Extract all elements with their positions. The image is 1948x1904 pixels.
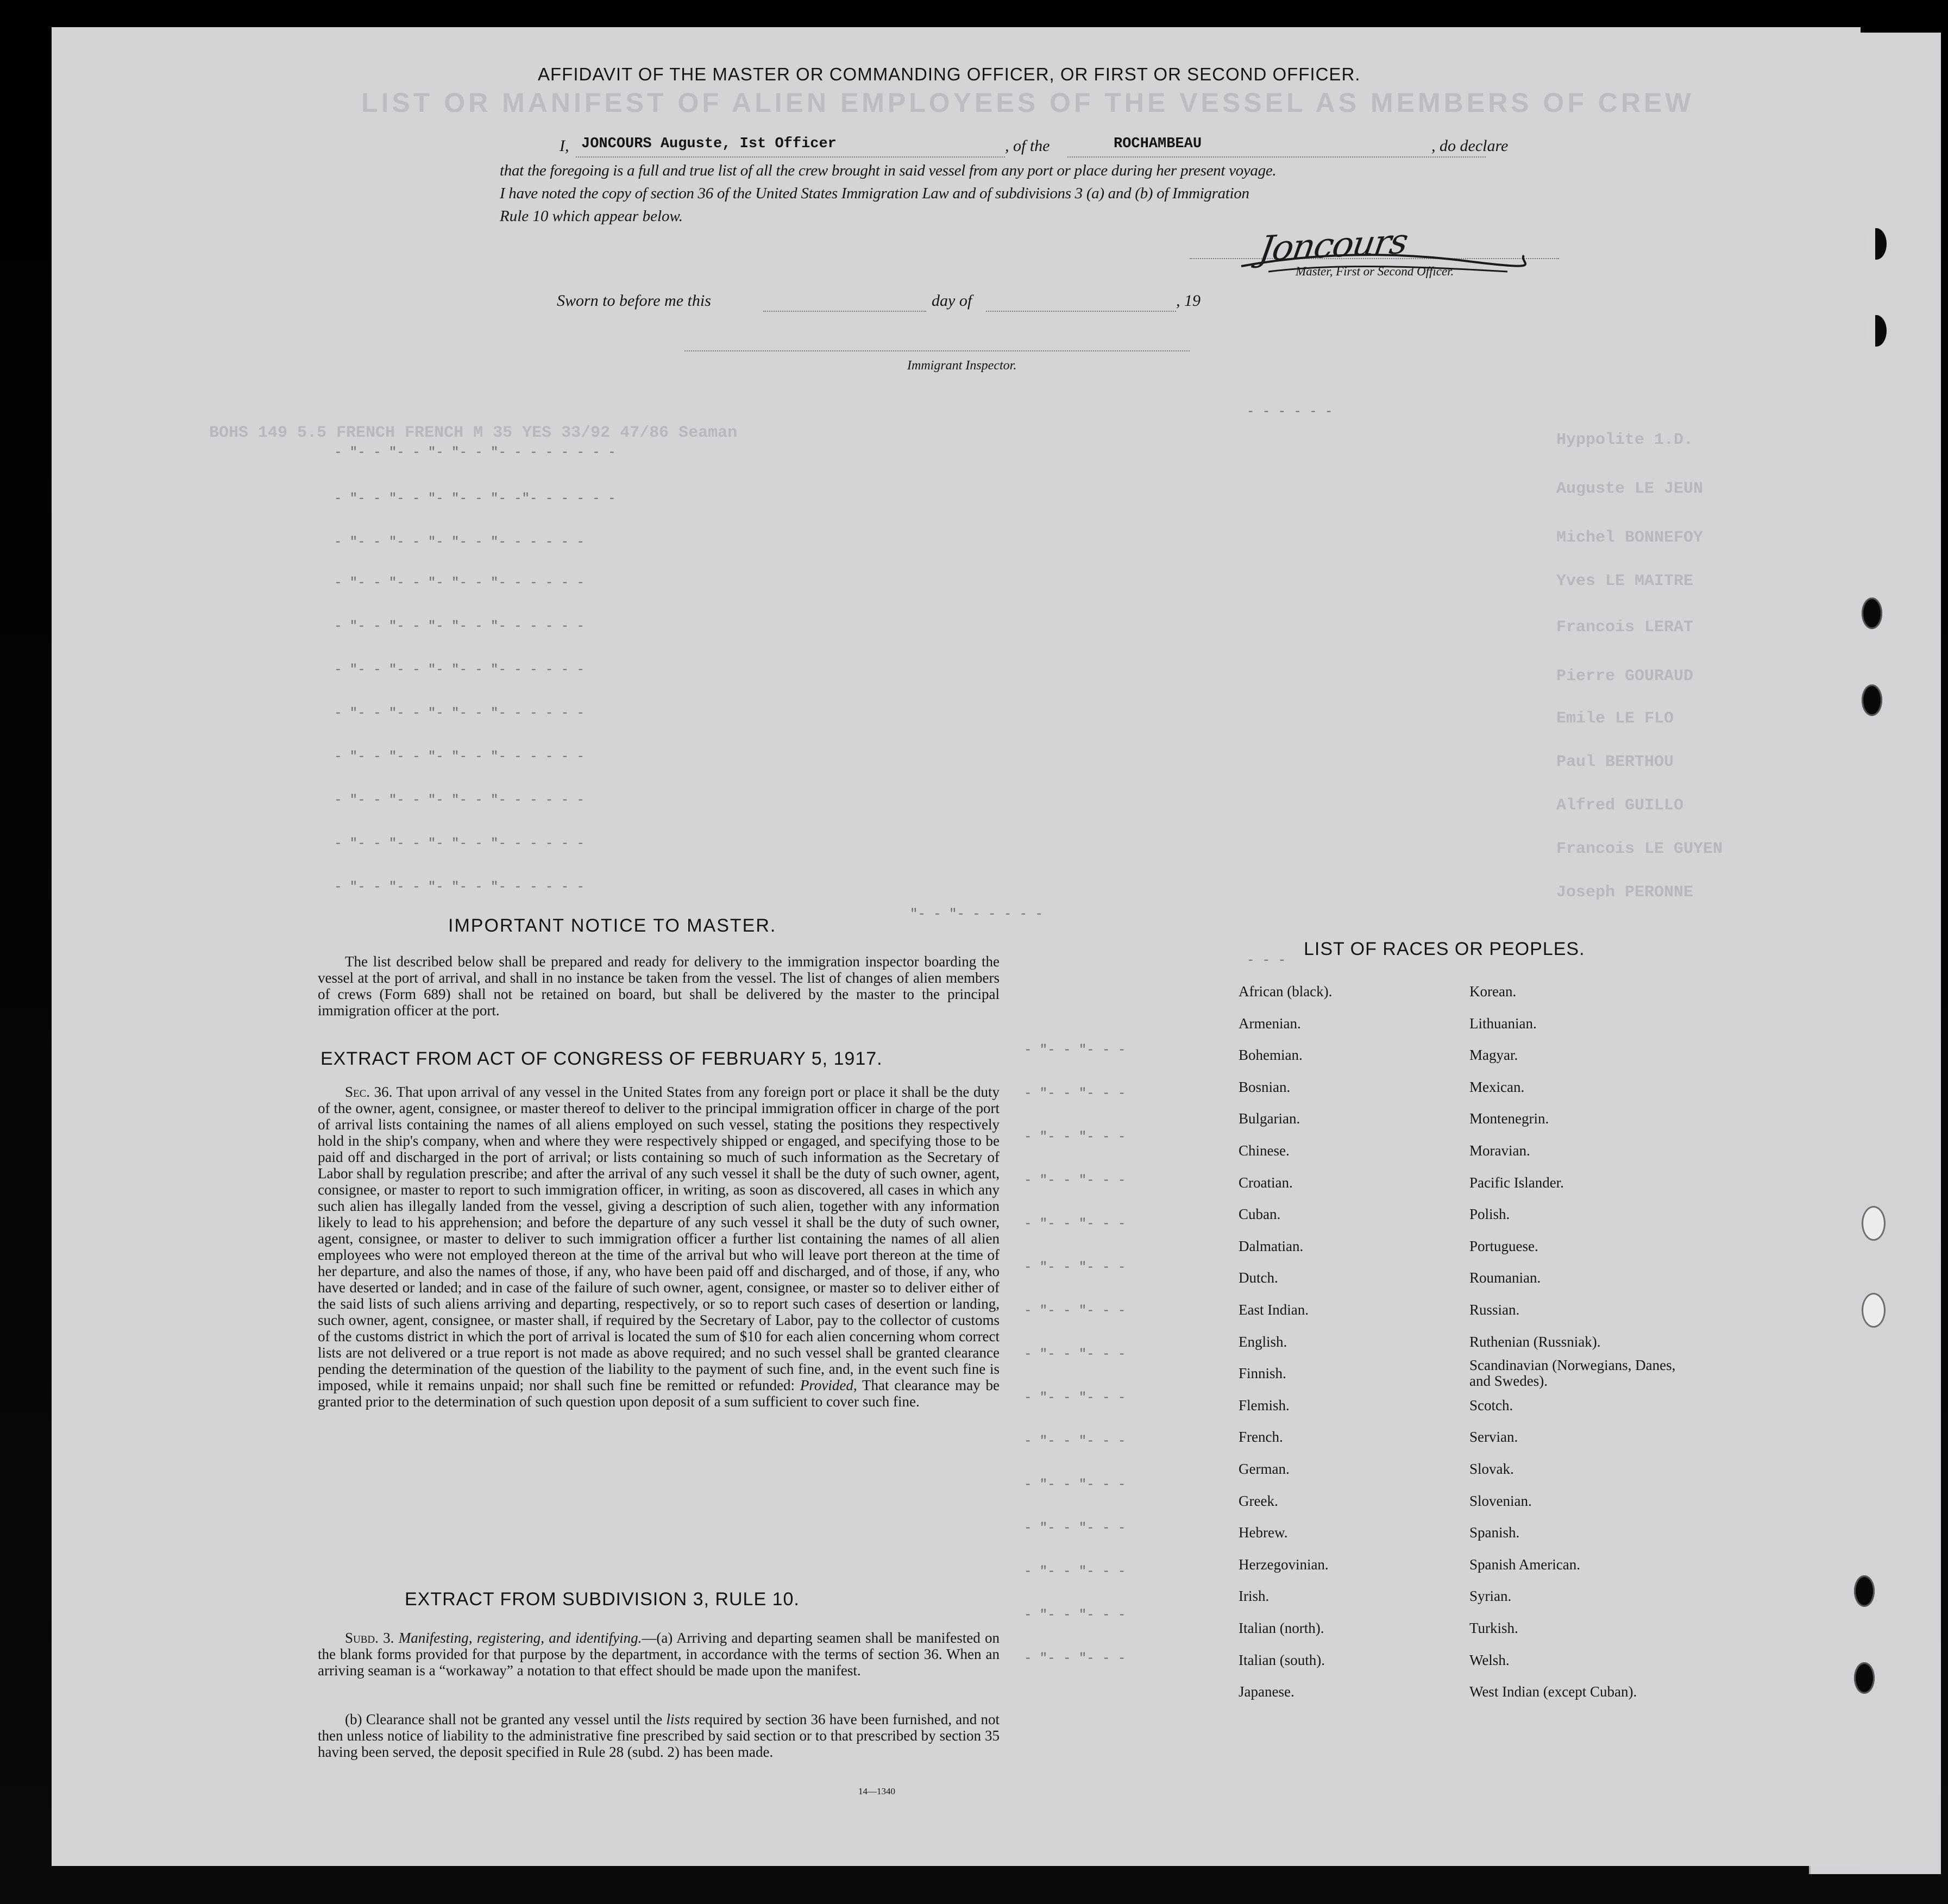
ditto-mark: - - - - - - [1247,405,1333,419]
race-item: Turkish. [1469,1620,1518,1636]
race-item: Japanese. [1239,1683,1295,1700]
race-item: Irish. [1239,1588,1270,1605]
affidavit-do-declare: , do declare [1431,137,1509,155]
form-number: 14—1340 [858,1786,895,1796]
sworn-date-line [763,311,926,312]
inspector-caption: Immigrant Inspector. [907,359,1017,373]
binder-hole [1862,1293,1886,1328]
manifest-page [52,27,1861,1866]
race-item: Slovenian. [1469,1492,1532,1509]
officer-signature: Joncours [1256,222,1410,269]
race-item: Polish. [1469,1206,1510,1223]
race-item: Finnish. [1239,1365,1286,1382]
ditto-mark: - "- - "- - - [1024,1478,1126,1492]
race-item: Roumanian. [1469,1270,1541,1286]
affidavit-line-3: I have noted the copy of section 36 of the United States Immigration Law and of subdivisions 3 (a) and (b) of Immigration [500,185,1249,202]
bleed-through-heading: LIST OR MANIFEST OF ALIEN EMPLOYEES OF THE VESSEL AS MEMBERS OF CREW [361,87,1694,118]
ditto-mark: - "- - "- - "- "- - "- - - - - - [334,750,585,764]
bleed-through-row: Paul BERTHOU [1556,753,1674,771]
ditto-mark: - "- - "- - - [1024,1043,1126,1058]
binder-hole [1862,684,1882,716]
affidavit-title: AFFIDAVIT OF THE MASTER OR COMMANDING OFFICER, OR FIRST OR SECOND OFFICER. [538,64,1361,84]
rule-para-b-lists: lists [666,1711,690,1727]
race-item: Italian (north). [1239,1620,1324,1636]
race-item: Greek. [1239,1492,1278,1509]
bleed-through-row: Hyppolite 1.D. [1556,431,1694,449]
race-item: West Indian (except Cuban). [1469,1683,1637,1700]
ditto-mark: - "- - "- - - [1024,1608,1126,1623]
race-item: Moravian. [1469,1142,1530,1159]
bleed-through-row: Joseph PERONNE [1556,883,1694,902]
ditto-mark: - "- - "- - - [1024,1347,1126,1362]
race-item: Korean. [1469,983,1517,1000]
bleed-through-row: Emile LE FLO [1556,709,1674,728]
race-item: Dalmatian. [1239,1237,1304,1254]
ditto-mark: - "- - "- - - [1024,1260,1126,1275]
race-item: Hebrew. [1239,1524,1288,1541]
act-heading: EXTRACT FROM ACT OF CONGRESS OF FEBRUARY 5, 1917. [321,1048,883,1069]
race-item: Montenegrin. [1469,1110,1549,1127]
race-item: Bosnian. [1239,1078,1291,1095]
ditto-mark: - "- - "- - - [1024,1130,1126,1145]
rule-para-b-rest: required by section 36 have been furnished, and not then unless notice of liability to the administrative fine prescribed by said section or to that prescribed by section 35 having been served, the deposit specified in Rule 28 (subd. 2) has been made. [318,1711,1000,1760]
ditto-mark: - - - [1247,953,1286,968]
bleed-through-row: Pierre GOURAUD [1556,667,1694,686]
affidavit-i-prefix: I, [560,137,569,155]
race-item: Italian (south). [1239,1651,1325,1668]
binder-hole [1854,1662,1875,1694]
race-item: Spanish American. [1469,1556,1580,1573]
race-item: Slovak. [1469,1461,1514,1477]
inspector-signature-line [684,350,1190,351]
rule-para-a [318,1630,1000,1679]
rule-subd-label: Subd. 3. [345,1630,394,1646]
ditto-mark: "- - "- - - - - - [910,907,1043,922]
race-item: French. [1239,1429,1283,1446]
race-item: Bohemian. [1239,1047,1303,1064]
rule-para-b-prefix: (b) Clearance shall not be granted any vessel until the [345,1711,663,1727]
bleed-through-row: Michel BONNEFOY [1556,529,1704,547]
races-heading: LIST OF RACES OR PEOPLES. [1304,939,1585,959]
race-item: Magyar. [1469,1047,1518,1064]
binder-hole [1866,228,1887,260]
officer-name-line [576,156,1005,158]
binder-hole [1862,598,1882,629]
race-item: Chinese. [1239,1142,1290,1159]
race-item: Flemish. [1239,1397,1290,1413]
notice-text: The list described below shall be prepared and ready for delivery to the immigration inspector boarding the vessel at the port of arrival, and shall in no instance be taken from the vessel. The list of changes of alien members of crews (Form 689) shall not be retained on board, but shall be delivered by the master to the principal immigration officer at the port. [318,953,1000,1019]
ditto-mark: - "- - "- - - [1024,1434,1126,1449]
ditto-mark: - "- - "- - "- "- - "- - - - - - [334,880,585,895]
race-item: Bulgarian. [1239,1110,1300,1127]
binder-hole [1862,1206,1886,1241]
vessel-name-line [1067,156,1486,158]
race-item: Spanish. [1469,1524,1520,1541]
rule-para-a-text: —(a) Arriving and departing seamen shall be manifested on the blank forms provided for that purpose by the department, in accordance with the terms of section 36. When an arriving seaman is a “workaway” a notation to that effect should be made upon the manifest. [318,1630,1000,1679]
race-item: Dutch. [1239,1270,1278,1286]
race-item: Pacific Islander. [1469,1174,1564,1191]
sworn-month-line [986,311,1176,312]
binder-hole [1854,1575,1875,1607]
vessel-name: ROCHAMBEAU [1114,136,1202,152]
race-item: Russian. [1469,1302,1520,1318]
rule-para-b [318,1711,1000,1760]
race-item: Ruthenian (Russniak). [1469,1333,1601,1350]
rule-heading: EXTRACT FROM SUBDIVISION 3, RULE 10. [405,1589,800,1610]
sworn-day: day of [932,292,972,310]
ditto-mark: - "- - "- - - [1024,1173,1126,1188]
race-item: African (black). [1239,983,1333,1000]
bleed-through-row: Francois LE GUYEN [1556,840,1723,858]
affidavit-of-the: , of the [1005,137,1050,155]
ditto-mark: - "- - "- - "- "- - "- - - - - - - - [334,445,616,460]
race-item: Scotch. [1469,1397,1513,1413]
ditto-mark: - "- - "- - - [1024,1304,1126,1318]
race-item: Herzegovinian. [1239,1556,1329,1573]
race-item: Portuguese. [1469,1237,1538,1254]
race-item: East Indian. [1239,1302,1309,1318]
ditto-mark: - "- - "- - "- "- - "- - - - - - [334,619,585,634]
ditto-mark: - "- - "- - - [1024,1564,1126,1579]
ditto-mark: - "- - "- - - [1024,1521,1126,1536]
ditto-mark: - "- - "- - - [1024,1217,1126,1231]
rule-subd-title: Manifesting, registering, and identifying. [398,1630,642,1646]
ditto-mark: - "- - "- - - [1024,1391,1126,1405]
bleed-through-row: BOHS 149 5.5 FRENCH FRENCH M 35 YES 33/92 47/86 Seaman [209,424,738,442]
ditto-mark: - "- - "- - "- "- - "- - - - - - [334,663,585,677]
race-item: Croatian. [1239,1174,1293,1191]
bleed-through-row: Francois LERAT [1556,618,1694,637]
ditto-mark: - "- - "- - - [1024,1086,1126,1101]
race-item: English. [1239,1333,1287,1350]
race-item: Scandinavian (Norwegians, Danes, and Swedes). [1469,1357,1676,1390]
act-section-36 [318,1084,1000,1410]
sworn-year: , 19 [1176,292,1201,310]
signature-caption: Master, First or Second Officer. [1296,265,1454,278]
race-item: Syrian. [1469,1588,1512,1605]
bleed-through-row: Yves LE MAITRE [1556,572,1694,590]
ditto-mark: - "- - "- - "- "- - "- - - - - - [334,793,585,808]
act-text: That upon arrival of any vessel in the United States from any foreign port or place it shall be the duty of the owner, agent, consignee, or master thereof to deliver to the principal immigration officer in charge of the port of arrival lists containing the names of all aliens employed on such vessel, stating the positions they respectively hold in the ship's company, when and where they were respectively shipped or engaged, and specifying those to be paid off and discharged in the port of arrival; or lists containing so much of such information as the Secretary of Labor shall by regulation prescribe; and after the arrival of any such vessel it shall be the duty of such owner, agent, consignee, or master to report to such immigration officer, in writing, as soon as discovered, all cases in which any such alien has illegally landed from the vessel, giving a description of such alien, together with any information likely to lead to his apprehension; and before the departure of any such vessel it shall be the duty of such owner, agent, consignee, or master to deliver to such immigration officer a further list containing the names of all alien employees who were not employed thereon at the time of the arrival but who will leave port thereon at the time of her departure, and also the names of those, if any, who have been paid off and discharged, and of those, if any, who have deserted or landed; and in case of the failure of such owner, agent, consignee, or master so to deliver either of the said lists of such aliens arriving and departing, respectively, or so to report such cases of desertion or landing, such owner, agent, consignee, or master shall, if required by the Secretary of Labor, pay to the collector of customs of the customs district in which the port of arrival is located the sum of $10 for each alien concerning whom correct lists are not delivered or a true report is not made as above required; and no such vessel shall be granted clearance pending the determination of the question of the liability to the payment of such fine, and, in the event such fine is imposed, while it remains unpaid; nor shall such fine be remitted or refunded: [318,1084,1000,1393]
race-item: Lithuanian. [1469,1015,1537,1032]
affidavit-line-4: Rule 10 which appear below. [500,208,683,225]
act-sec-label: Sec. 36. [345,1084,393,1100]
notice-heading: IMPORTANT NOTICE TO MASTER. [448,915,777,936]
race-item: Cuban. [1239,1206,1281,1223]
act-text-end: That clearance may be granted prior to the determination of such question upon deposit of a sum sufficient to cover such fine. [318,1377,1000,1410]
bleed-through-row: Alfred GUILLO [1556,796,1684,815]
ditto-mark: - "- - "- - "- "- - "- - - - - - [334,706,585,721]
ditto-mark: - "- - "- - "- "- - "- - - - - - [334,576,585,590]
ditto-mark: - "- - "- - "- "- - "- - - - - - [334,837,585,851]
affidavit-line-2: that the foregoing is a full and true list of all the crew brought in said vessel from any port or place during her present voyage. [500,162,1277,179]
race-item: German. [1239,1461,1290,1477]
act-provided: Provided, [800,1377,857,1393]
race-item: Servian. [1469,1429,1518,1446]
ditto-mark: - "- - "- - - [1024,1651,1126,1666]
ditto-mark: - "- - "- - "- "- - "- -"- - - - - - [334,492,616,506]
sworn-prefix: Sworn to before me this [557,292,711,310]
race-item: Welsh. [1469,1651,1510,1668]
race-item: Mexican. [1469,1078,1525,1095]
ditto-mark: - "- - "- - "- "- - "- - - - - - [334,535,585,550]
race-item: Armenian. [1239,1015,1301,1032]
bleed-through-row: Auguste LE JEUN [1556,480,1704,498]
officer-name: JONCOURS Auguste, Ist Officer [581,136,837,152]
binder-hole [1866,315,1887,347]
